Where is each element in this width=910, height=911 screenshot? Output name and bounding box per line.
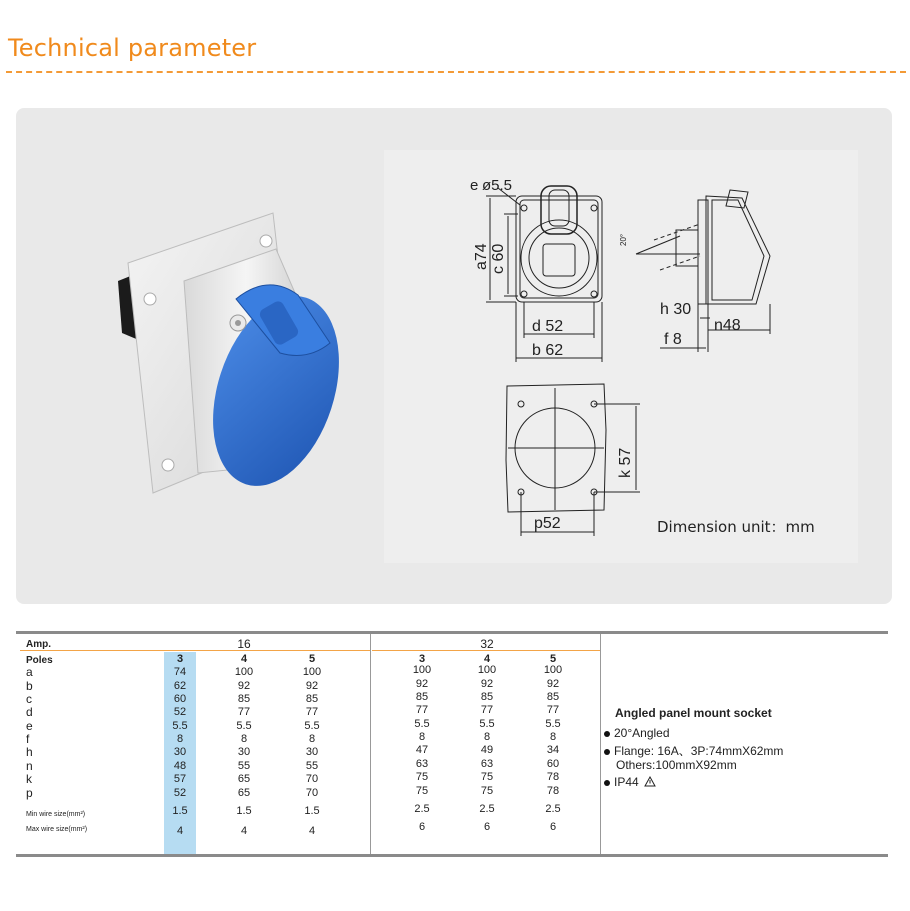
table-cell: 47 <box>415 744 429 756</box>
table-cell: 60 <box>546 758 560 770</box>
table-cell: 52 <box>173 787 187 799</box>
row-label: e <box>26 719 33 733</box>
amp-16: 16 <box>237 637 251 651</box>
table-cell: 92 <box>237 680 251 692</box>
table-cell: 30 <box>173 746 187 758</box>
poles-value: 3 <box>418 653 426 665</box>
table-cell: 34 <box>546 744 560 756</box>
spec-title: Angled panel mount socket <box>615 706 772 720</box>
dim-b: b 62 <box>532 342 564 359</box>
row-label: p <box>26 786 33 800</box>
dim-p: p52 <box>534 515 561 532</box>
table-cell: 62 <box>173 680 187 692</box>
dim-d: d 52 <box>532 318 564 335</box>
table-cell: 78 <box>546 771 560 783</box>
table-cell: 100 <box>477 664 497 676</box>
table-cell: 92 <box>305 680 319 692</box>
amp-label: Amp. <box>26 639 51 650</box>
table-cell: 52 <box>173 706 187 718</box>
table-cell: 6 <box>483 821 491 833</box>
poles-value: 4 <box>483 653 491 665</box>
table-cell: 5.5 <box>414 718 430 730</box>
dim-c: c 60 <box>490 243 507 274</box>
table-cell: 1.5 <box>172 805 188 817</box>
table-cell: 70 <box>305 787 319 799</box>
dim-angle: 20° <box>619 233 628 246</box>
table-cell: 100 <box>543 664 563 676</box>
row-label: k <box>26 772 32 786</box>
table-cell: 2.5 <box>414 803 430 815</box>
table-cell: 100 <box>234 666 254 678</box>
table-cell: 6 <box>549 821 557 833</box>
table-cell: 85 <box>480 691 494 703</box>
table-bottom-rule <box>16 854 888 857</box>
row-label: a <box>26 665 33 679</box>
dim-h: h 30 <box>660 301 692 318</box>
table-cell: 8 <box>308 733 316 745</box>
table-cell: 85 <box>305 693 319 705</box>
table-cell: 92 <box>546 678 560 690</box>
table-cell: 63 <box>480 758 494 770</box>
table-cell: 92 <box>415 678 429 690</box>
table-cell: 5.5 <box>545 718 561 730</box>
table-cell: 63 <box>415 758 429 770</box>
table-cell: 75 <box>480 785 494 797</box>
table-cell: 100 <box>412 664 432 676</box>
table-cell: 2.5 <box>545 803 561 815</box>
table-cell: 75 <box>480 771 494 783</box>
table-cell: 8 <box>483 731 491 743</box>
table-top-rule <box>16 631 888 634</box>
spec-others: Others:100mmX92mm <box>616 758 737 772</box>
table-cell: 30 <box>237 746 251 758</box>
dim-k: k 57 <box>617 447 634 478</box>
table-cell: 2.5 <box>479 803 495 815</box>
table-cell: 6 <box>418 821 426 833</box>
table-cell: 74 <box>173 666 187 678</box>
table-cell: 75 <box>415 771 429 783</box>
table-cell: 5.5 <box>304 720 320 732</box>
table-cell: 85 <box>415 691 429 703</box>
table-cell: 100 <box>302 666 322 678</box>
table-cell: 55 <box>305 760 319 772</box>
table-cell: 30 <box>305 746 319 758</box>
row-label: h <box>26 745 33 759</box>
table-divider <box>600 634 601 854</box>
row-label: f <box>26 732 30 746</box>
table-cell: 77 <box>415 704 429 716</box>
table-cell: 57 <box>173 773 187 785</box>
table-cell: 8 <box>176 733 184 745</box>
dim-n: n48 <box>714 317 741 334</box>
poles-value: 5 <box>549 653 557 665</box>
table-cell: 4 <box>240 825 248 837</box>
table-cell: 5.5 <box>172 720 188 732</box>
row-label: d <box>26 705 33 719</box>
table-cell: 55 <box>237 760 251 772</box>
dim-e-value: ø5.5 <box>482 177 513 194</box>
table-cell: 49 <box>480 744 494 756</box>
table-cell: 78 <box>546 785 560 797</box>
table-cell: 85 <box>546 691 560 703</box>
table-cell: 4 <box>176 825 184 837</box>
spec-ip: IP44 <box>604 775 656 789</box>
poles-label: Poles <box>26 655 53 666</box>
poles-value: 3 <box>176 653 184 665</box>
table-cell: 60 <box>173 693 187 705</box>
dim-a: a74 <box>473 243 490 270</box>
table-cell: 65 <box>237 787 251 799</box>
amp-32: 32 <box>480 637 494 651</box>
table-cell: 77 <box>546 704 560 716</box>
dim-f: f 8 <box>664 331 682 348</box>
table-cell: 8 <box>418 731 426 743</box>
table-cell: 1.5 <box>236 805 252 817</box>
table-divider <box>370 634 371 854</box>
table-cell: 48 <box>173 760 187 772</box>
table-cell: 92 <box>480 678 494 690</box>
table-cell: 8 <box>240 733 248 745</box>
poles-value: 5 <box>308 653 316 665</box>
socket-product-image <box>98 203 358 503</box>
table-cell: 5.5 <box>236 720 252 732</box>
table-cell: 77 <box>305 706 319 718</box>
table-cell: 77 <box>480 704 494 716</box>
row-label: c <box>26 692 32 706</box>
spec-flange: Flange: 16A、3P:74mmX62mm <box>604 742 783 759</box>
header-rule <box>20 650 370 651</box>
table-cell: 8 <box>549 731 557 743</box>
table-cell: 5.5 <box>479 718 495 730</box>
max-wire-label: Max wire size(mm²) <box>26 826 88 833</box>
table-cell: 75 <box>415 785 429 797</box>
table-cell: 1.5 <box>304 805 320 817</box>
table-cell: 70 <box>305 773 319 785</box>
warning-icon <box>644 776 656 787</box>
dimension-drawing <box>384 150 858 563</box>
row-label: b <box>26 679 33 693</box>
dim-e: e <box>470 177 479 194</box>
row-label: n <box>26 759 33 773</box>
title-divider <box>6 71 906 73</box>
dimension-unit: Dimension unit：mm <box>657 518 815 536</box>
poles-value: 4 <box>240 653 248 665</box>
min-wire-label: Min wire size(mm²) <box>26 811 86 818</box>
table-cell: 4 <box>308 825 316 837</box>
page-title: Technical parameter <box>8 34 257 62</box>
table-cell: 85 <box>237 693 251 705</box>
table-cell: 77 <box>237 706 251 718</box>
table-cell: 65 <box>237 773 251 785</box>
spec-angled: 20°Angled <box>604 726 670 740</box>
